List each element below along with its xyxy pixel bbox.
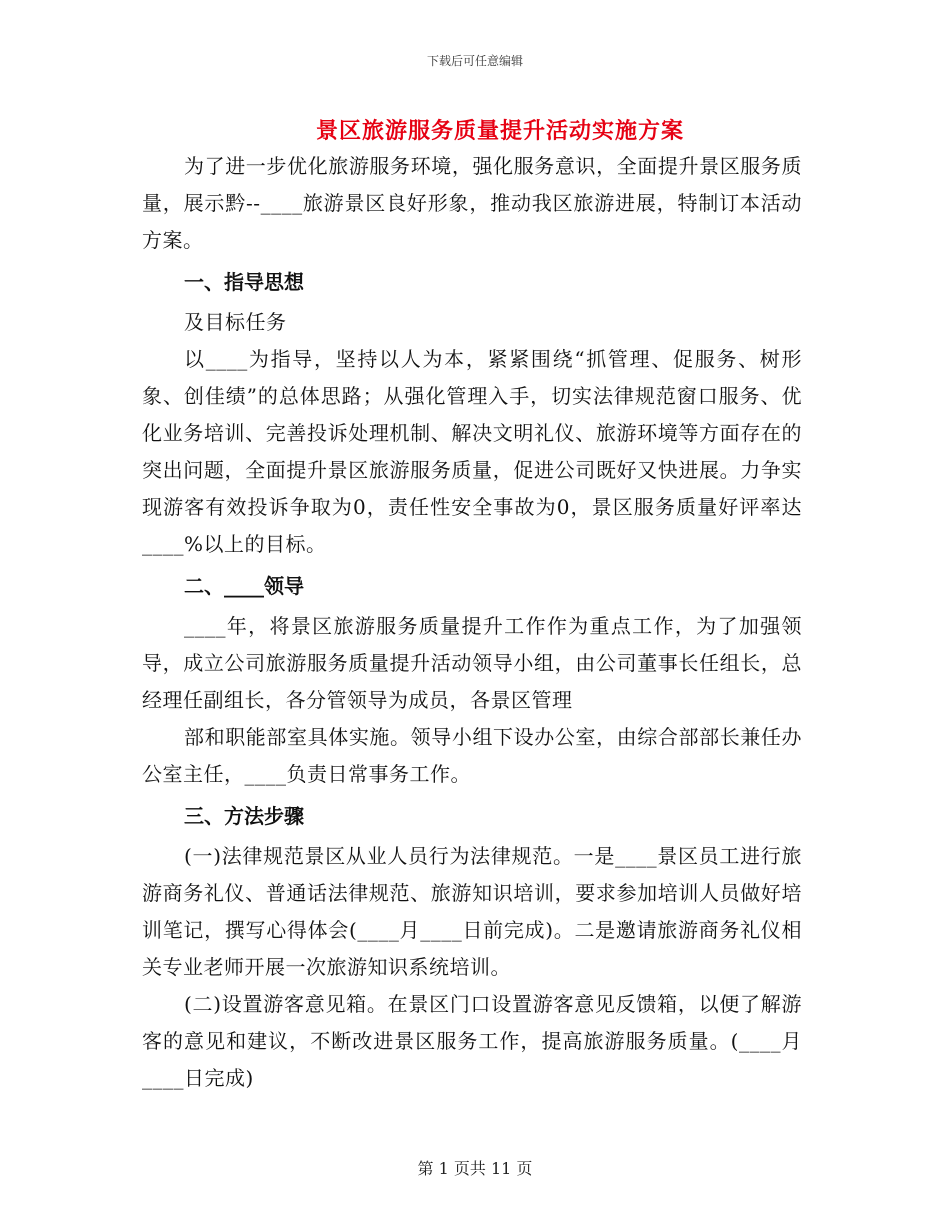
document-body: [142, 148, 802, 1097]
section-heading-steps: 三、方法步骤: [184, 804, 304, 828]
guiding-paragraph: 以____为指导，坚持以人为本，紧紧围绕“抓管理、促服务、树形象、创佳绩”的总体思路；从强化管理入手，切实法律规范窗口服务、优化业务培训、完善投诉处理机制、解决文明礼仪、旅游环境等方面存在的突出问题，全面提升景区旅游服务质量，促进公司既好又快进展。力争实现游客有效投诉争取为0，责任性安全事故为0，景区服务质量好评率达____%以上的目标。: [142, 347, 802, 556]
section-heading-guiding-ideology: 一、指导思想: [184, 270, 304, 294]
step-1-paragraph: (一)法律规范景区从业人员行为法律规范。一是____景区员工进行旅游商务礼仪、普通话法律规范、旅游知识培训，要求参加培训人员做好培训笔记，撰写心得体会(____月____日前完成)。二是邀请旅游商务礼仪相关专业老师开展一次旅游知识系统培训。: [142, 844, 802, 979]
subheading-goals-tasks: 及目标任务: [184, 310, 287, 334]
section-heading-leadership: 二、____领导: [184, 574, 304, 598]
header-note: 下载后可任意编辑: [426, 54, 523, 68]
page-footer: 第 1 页共 11 页: [417, 1159, 533, 1178]
intro-paragraph: 为了进一步优化旅游服务环境，强化服务意识，全面提升景区服务质量，展示黔--____旅游景区良好形象，推动我区旅游进展，特制订本活动方案。: [142, 154, 802, 252]
step-2-paragraph: (二)设置游客意见箱。在景区门口设置游客意见反馈箱，以便了解游客的意见和建议，不断改进景区服务工作，提高旅游服务质量。(____月____日完成): [142, 992, 802, 1090]
document-title: 景区旅游服务质量提升活动实施方案: [315, 118, 684, 144]
leadership-paragraph-1: ____年，将景区旅游服务质量提升工作作为重点工作，为了加强领导，成立公司旅游服务质量提升活动领导小组，由公司董事长任组长，总经理任副组长，各分管领导为成员，各景区管理: [142, 614, 802, 712]
leadership-paragraph-2: 部和职能部室具体实施。领导小组下设办公室，由综合部部长兼任办公室主任，____负责日常事务工作。: [142, 725, 802, 786]
